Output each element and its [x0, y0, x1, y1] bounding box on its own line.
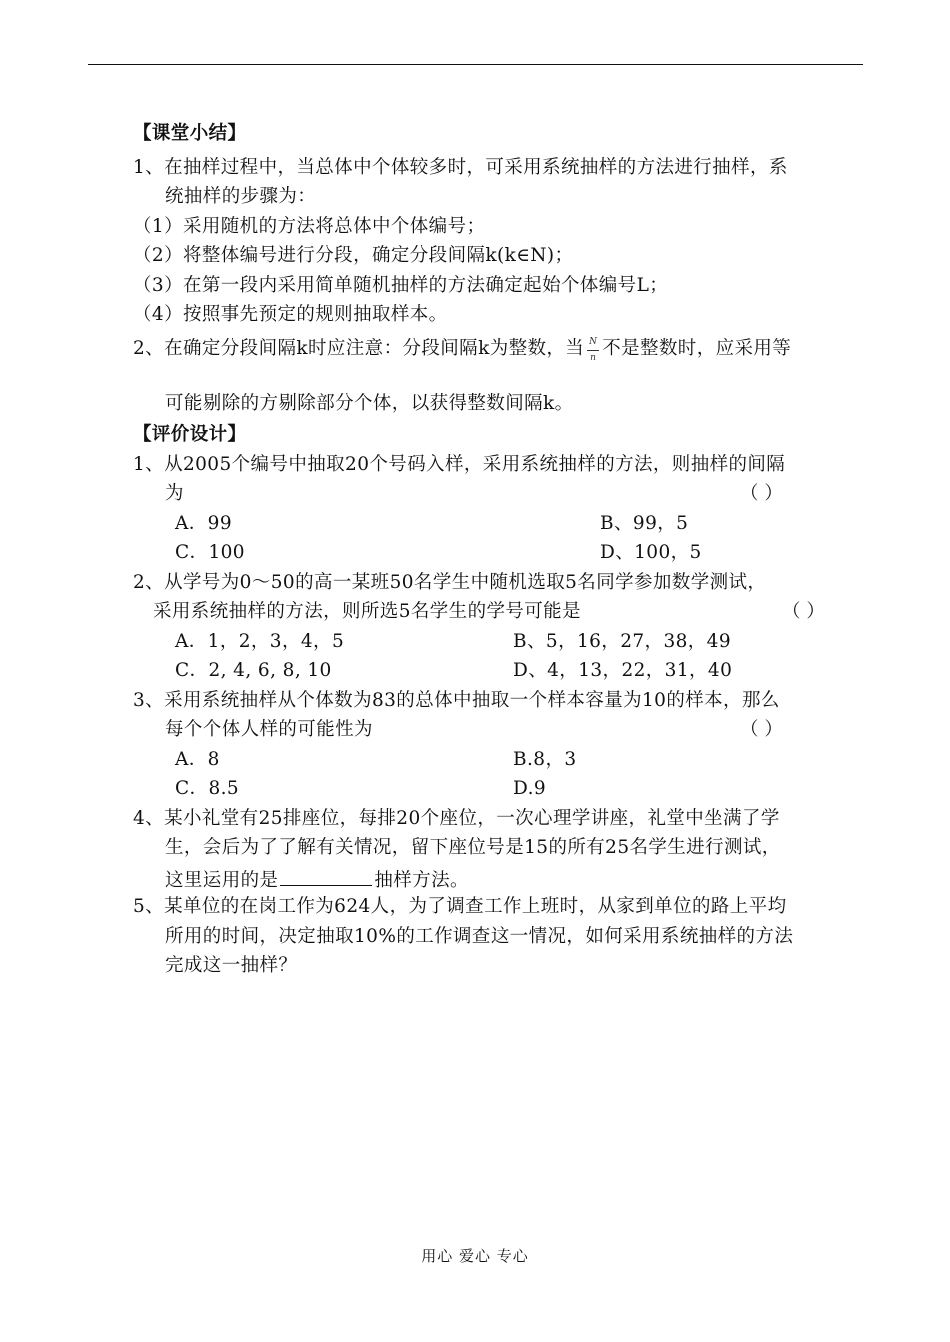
question-1-line-2: 为	[165, 483, 184, 504]
summary-point-2-text-after: 不是整数时，应采用等	[602, 338, 792, 359]
question-3-option-b: B.8，3	[513, 749, 577, 770]
summary-point-1-line-1: 1、在抽样过程中，当总体中个体较多时，可采用系统抽样的方法进行抽样，系	[133, 157, 788, 178]
evaluation-heading: 【评价设计】	[133, 424, 247, 445]
summary-step-1: （1）采用随机的方法将总体中个体编号；	[133, 216, 486, 237]
question-4-text-after-blank: 抽样方法。	[374, 870, 469, 891]
question-5-line-1: 5、某单位的在岗工作为624人，为了调查工作上班时，从家到单位的路上平均	[133, 896, 787, 917]
fraction-numerator: N	[589, 337, 598, 347]
summary-point-2-line-1	[133, 336, 791, 362]
question-2-answer-paren: （ ）	[782, 601, 825, 622]
question-4-line-1: 4、某小礼堂有25排座位，每排20个座位，一次心理学讲座，礼堂中坐满了学	[133, 808, 780, 829]
question-1-option-b: B、99，5	[600, 513, 689, 534]
summary-step-4: （4）按照事先预定的规则抽取样本。	[133, 304, 448, 325]
summary-point-2-line-2: 可能剔除的方剔除部分个体，以获得整数间隔k。	[165, 393, 574, 414]
fraction-bar	[587, 350, 599, 351]
question-3-answer-paren: （ ）	[740, 719, 783, 740]
question-2-option-d: D、4，13，22，31，40	[513, 660, 733, 681]
page-footer: 用心 爱心 专心	[421, 1247, 529, 1265]
fraction-n-over-n	[586, 336, 600, 362]
header-rule	[88, 64, 863, 65]
question-1-line-1: 1、从2005个编号中抽取20个号码入样，采用系统抽样的方法，则抽样的间隔	[133, 454, 786, 475]
question-4-line-3	[165, 865, 469, 894]
question-5-line-2: 所用的时间，决定抽取10%的工作调查这一情况，如何采用系统抽样的方法	[165, 926, 794, 947]
question-5-line-3: 完成这一抽样？	[165, 955, 298, 976]
summary-point-2-text-before: 2、在确定分段间隔k时应注意：分段间隔k为整数，当	[133, 338, 585, 359]
question-3-option-d: D.9	[513, 778, 547, 799]
question-2-option-b: B、5，16，27，38，49	[513, 631, 732, 652]
summary-step-2: （2）将整体编号进行分段，确定分段间隔k(k∈N)；	[133, 245, 574, 266]
question-1-option-d: D、100，5	[600, 542, 702, 563]
question-3-line-1: 3、采用系统抽样从个体数为83的总体中抽取一个样本容量为10的样本，那么	[133, 690, 780, 711]
summary-point-1-line-2: 统抽样的步骤为：	[165, 186, 317, 207]
summary-heading: 【课堂小结】	[133, 123, 247, 144]
question-1-option-a: A．99	[175, 513, 233, 534]
question-1-answer-paren: （ ）	[740, 483, 783, 504]
fraction-denominator: n	[590, 353, 597, 363]
question-2-line-2: 采用系统抽样的方法，则所选5名学生的学号可能是	[153, 601, 581, 622]
question-2-option-a: A．1，2，3，4，5	[175, 631, 345, 652]
question-2-line-1: 2、从学号为0～50的高一某班50名学生中随机选取5名同学参加数学测试，	[133, 572, 767, 593]
question-4-line-2: 生，会后为了了解有关情况，留下座位号是15的所有25名学生进行测试，	[165, 837, 781, 858]
question-3-line-2: 每个个体人样的可能性为	[165, 719, 373, 740]
question-3-option-a: A．8	[175, 749, 220, 770]
question-3-option-c: C．8.5	[175, 778, 240, 799]
fill-in-blank[interactable]	[280, 865, 372, 886]
question-4-text-before-blank: 这里运用的是	[165, 870, 279, 891]
question-2-option-c: C．2, 4, 6, 8, 10	[175, 660, 332, 681]
summary-step-3: （3）在第一段内采用简单随机抽样的方法确定起始个体编号L；	[133, 275, 669, 296]
question-1-option-c: C．100	[175, 542, 245, 563]
